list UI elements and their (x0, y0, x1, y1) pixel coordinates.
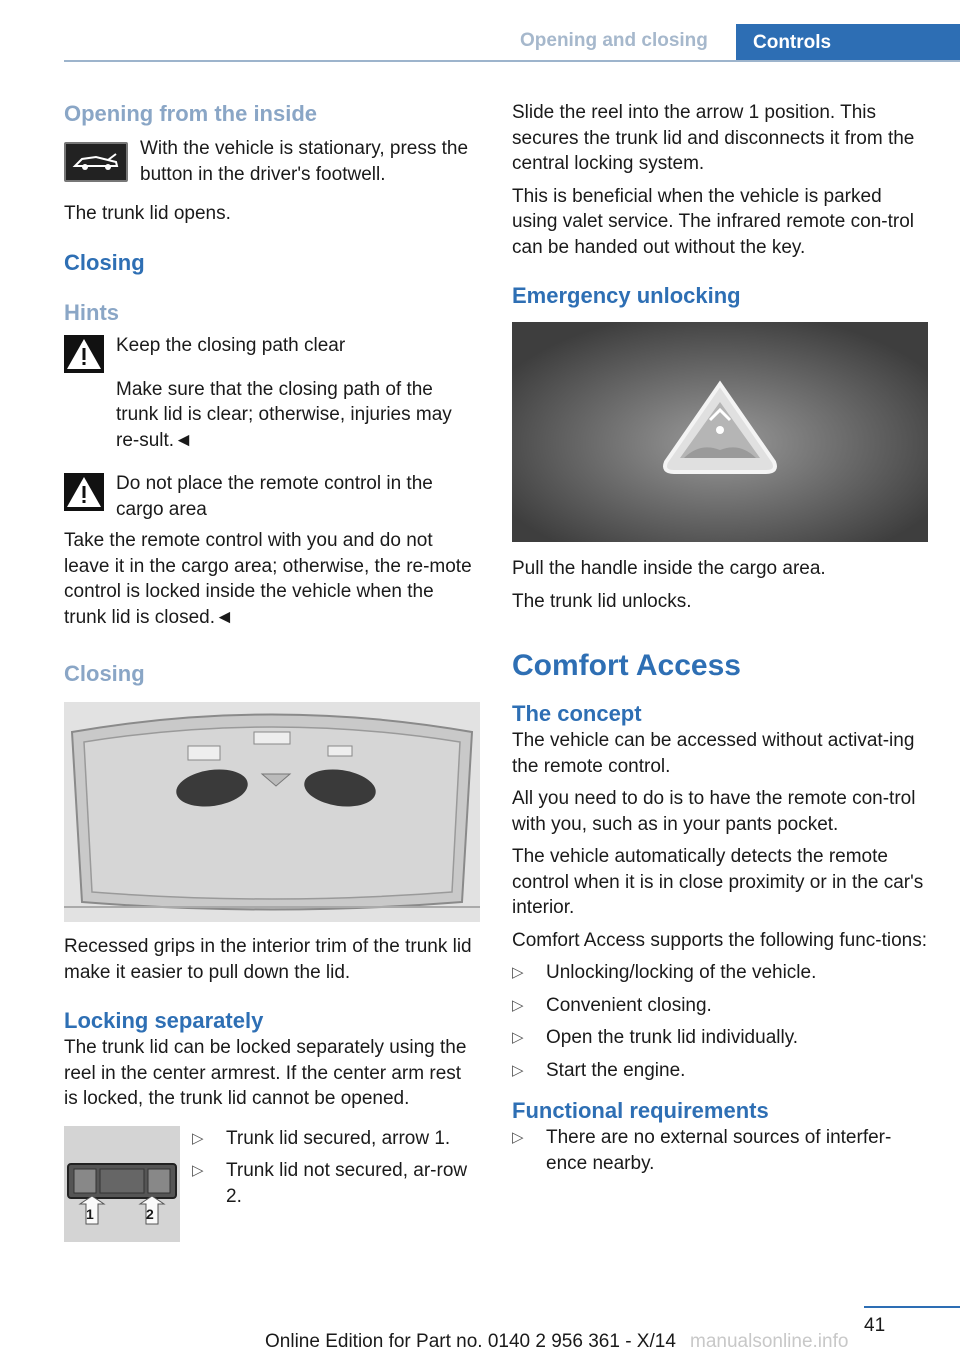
list-item (512, 1058, 928, 1084)
warning-triangle-icon (64, 473, 104, 511)
trunk-lid-illustration (64, 702, 480, 922)
heading-opening-inside: Opening from the inside (64, 101, 318, 126)
concept-4: Comfort Access supports the following func-tions: (512, 929, 928, 951)
emergency-handle-illustration (512, 322, 928, 542)
list-item-text: Open the trunk lid individually. (546, 1027, 799, 1048)
heading-closing: Closing (64, 249, 145, 275)
concept-1: The vehicle can be accessed without activat-ing the remote control. (512, 730, 915, 777)
running-header-tab: Controls (736, 24, 960, 62)
unlocks-text: The trunk lid unlocks. (512, 590, 692, 612)
footwell-button-row (64, 136, 480, 187)
watermark: manualsonline.info (690, 1331, 849, 1352)
heading-closing-2: Closing (64, 661, 145, 686)
heading-hints: Hints (64, 299, 119, 325)
concept-2: All you need to do is to have the remote con-trol with you, such as in your pants pocket. (512, 788, 916, 835)
list-marker: ▷ (512, 964, 524, 981)
trunk-opens-text: The trunk lid opens. (64, 203, 231, 224)
inside-text: With the vehicle is stationary, press the button in the driver's footwell. (140, 138, 469, 185)
list-item (192, 1158, 480, 1209)
warning-1-body (64, 377, 480, 454)
right-column (512, 100, 928, 1183)
warning-1 (64, 333, 480, 373)
footer-rule (864, 1306, 960, 1308)
heading-comfort-access: Comfort Access (512, 649, 741, 682)
lock-reel-block (64, 1126, 480, 1242)
warning-2 (64, 471, 480, 522)
arrow-1-label: 1 (86, 1205, 94, 1222)
left-column (64, 100, 480, 1242)
list-marker: ▷ (512, 996, 524, 1014)
heading-concept: The concept (512, 701, 642, 726)
list-item-text: Unlocking/locking of the vehicle. (546, 962, 817, 983)
list-marker: ▷ (192, 1162, 204, 1179)
running-header-section: Opening and closing (520, 30, 708, 51)
list-marker: ▷ (192, 1129, 204, 1147)
list-item-text: Trunk lid not secured, ar-row 2. (226, 1160, 468, 1207)
header-rule (64, 60, 960, 62)
heading-emergency: Emergency unlocking (512, 283, 741, 308)
locking-text: The trunk lid can be locked separately using the reel in the center armrest. If the center arm rest is locked, the trunk lid cannot be opened. (64, 1037, 467, 1109)
recess-text: Recessed grips in the interior trim of the trunk lid make it easier to pull down the lid. (64, 936, 472, 983)
list-marker: ▷ (512, 1061, 524, 1079)
warning-2-title: Do not place the remote control in the cargo area (116, 473, 433, 520)
list-item (512, 993, 928, 1019)
list-item-text: Start the engine. (546, 1059, 686, 1081)
trunk-button-icon (64, 142, 128, 182)
heading-locking: Locking separately (64, 1008, 264, 1033)
requirements-list (512, 1125, 928, 1176)
list-item (512, 1025, 928, 1051)
warning-triangle-icon (64, 335, 104, 373)
list-marker: ▷ (512, 1029, 524, 1046)
list-item (512, 1125, 928, 1176)
lock-reel-illustration (64, 1126, 180, 1242)
functions-list (512, 960, 928, 1083)
concept-3: The vehicle automatically detects the remote control when it is in close proximity or in the car's interior. (512, 846, 924, 918)
heading-requirements: Functional requirements (512, 1098, 769, 1123)
page-number: 41 (864, 1315, 886, 1336)
list-marker: ▷ (512, 1129, 524, 1146)
list-item-text: There are no external sources of interfer-ence nearby. (546, 1127, 892, 1174)
list-item-text: Convenient closing. (546, 994, 712, 1016)
arrow-2-label: 2 (146, 1205, 154, 1222)
slide-text: Slide the reel into the arrow 1 position. This secures the trunk lid and disconnects it from the central locking system. (512, 102, 915, 174)
edition-footer: Online Edition for Part no. 0140 2 956 361 - X/14 (265, 1331, 676, 1352)
list-item (192, 1126, 480, 1152)
warning-1-body-text: Make sure that the closing path of the trunk lid is clear; otherwise, injuries may re-sult.◄ (116, 378, 452, 451)
lock-status-list (192, 1126, 480, 1242)
list-item (512, 960, 928, 986)
warning-2-body: Take the remote control with you and do not leave it in the cargo area; otherwise, the re-mote control is locked inside the vehicle when the trunk lid is closed.◄ (64, 530, 472, 628)
warning-1-title: Keep the closing path clear (116, 334, 346, 356)
valet-text: This is beneficial when the vehicle is parked using valet service. The infrared remote con-trol can be handed out without the key. (512, 185, 914, 258)
car-trunk-icon (72, 151, 120, 173)
pull-text: Pull the handle inside the cargo area. (512, 558, 826, 579)
list-item-text: Trunk lid secured, arrow 1. (226, 1127, 451, 1149)
